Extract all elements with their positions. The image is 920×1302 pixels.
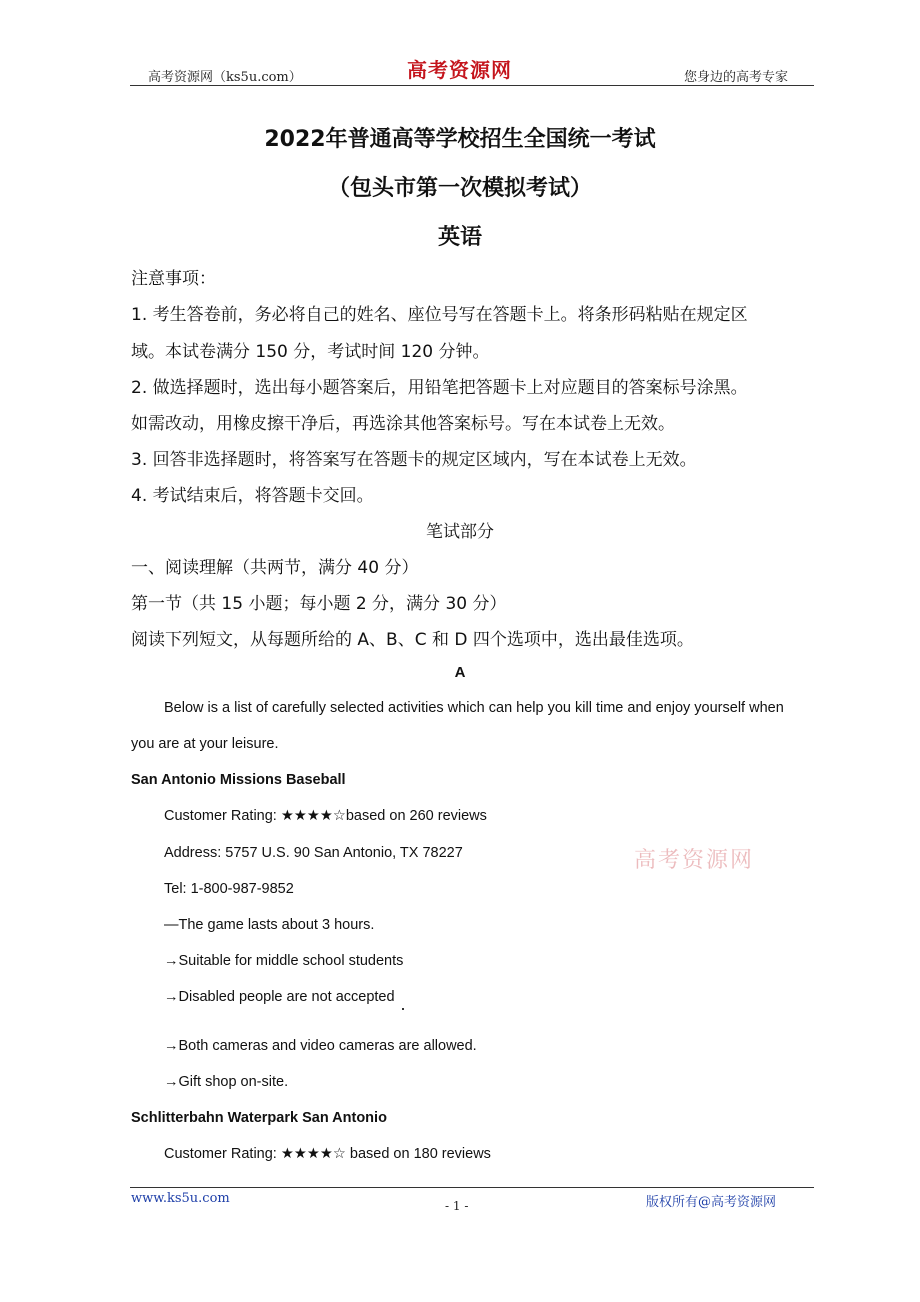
page-number: - 1 - xyxy=(445,1199,469,1213)
header-right-text: 您身边的高考专家 xyxy=(684,70,789,85)
passage-intro-line-2: you are at your leisure. xyxy=(131,736,279,752)
place-1-note-2: →Suitable for middle school students xyxy=(164,953,404,969)
footer-copyright: 版权所有@高考资源网 xyxy=(646,1195,777,1210)
header-rule xyxy=(130,85,814,86)
notice-line-6: 4. 考试结束后，将答题卡交回。 xyxy=(131,486,374,506)
footer-rule xyxy=(130,1187,814,1188)
exam-subtitle: （包头市第一次模拟考试） xyxy=(327,176,592,201)
reading-instruction: 阅读下列短文，从每题所给的 A、B、C 和 D 四个选项中，选出最佳选项。 xyxy=(131,630,694,650)
place-1-name: San Antonio Missions Baseball xyxy=(131,772,346,788)
place-2-name: Schlitterbahn Waterpark San Antonio xyxy=(131,1110,387,1126)
notice-line-5: 3. 回答非选择题时，将答案写在答题卡的规定区域内，写在本试卷上无效。 xyxy=(131,450,697,470)
place-1-address: Address: 5757 U.S. 90 San Antonio, TX 78227 xyxy=(164,845,463,861)
place-1-note-1: —The game lasts about 3 hours. xyxy=(164,917,375,933)
place-1-note-4: →Both cameras and video cameras are allowed. xyxy=(164,1038,477,1054)
place-2-rating: Customer Rating: ★★★★☆ based on 180 reviews xyxy=(164,1146,491,1162)
header-logo: 高考资源网 xyxy=(407,58,512,82)
notice-line-1: 1. 考生答卷前，务必将自己的姓名、座位号写在答题卡上。将条形码粘贴在规定区 xyxy=(131,305,748,325)
notice-line-2: 域。本试卷满分 150 分，考试时间 120 分钟。 xyxy=(131,342,490,362)
place-1-tel: Tel: 1-800-987-9852 xyxy=(164,881,294,897)
written-part-heading: 笔试部分 xyxy=(426,522,494,542)
place-1-note-3: →Disabled people are not accepted xyxy=(164,989,395,1005)
part-one-heading: 一、阅读理解（共两节，满分 40 分） xyxy=(131,558,419,578)
notice-line-4: 如需改动，用橡皮擦干净后，再选涂其他答案标号。写在本试卷上无效。 xyxy=(131,414,675,434)
footer-site-link[interactable]: www.ks5u.com xyxy=(131,1191,230,1206)
section-one-heading: 第一节（共 15 小题；每小题 2 分，满分 30 分） xyxy=(131,594,507,614)
passage-label: A xyxy=(454,664,466,681)
notice-line-3: 2. 做选择题时，选出每小题答案后，用铅笔把答题卡上对应题目的答案标号涂黑。 xyxy=(131,378,748,398)
stray-dot xyxy=(402,1008,404,1010)
exam-title: 2022年普通高等学校招生全国统一考试 xyxy=(264,127,656,152)
notice-heading: 注意事项： xyxy=(131,269,216,289)
place-1-note-5: →Gift shop on-site. xyxy=(164,1074,289,1090)
passage-intro-line-1: Below is a list of carefully selected activities which can help you kill time and enjoy yourself when xyxy=(164,700,784,716)
place-1-rating: Customer Rating: ★★★★☆based on 260 reviews xyxy=(164,808,487,824)
watermark: 高考资源网 xyxy=(634,848,755,873)
header-left-text: 高考资源网（ks5u.com） xyxy=(148,70,302,85)
subject-title: 英语 xyxy=(437,225,482,250)
